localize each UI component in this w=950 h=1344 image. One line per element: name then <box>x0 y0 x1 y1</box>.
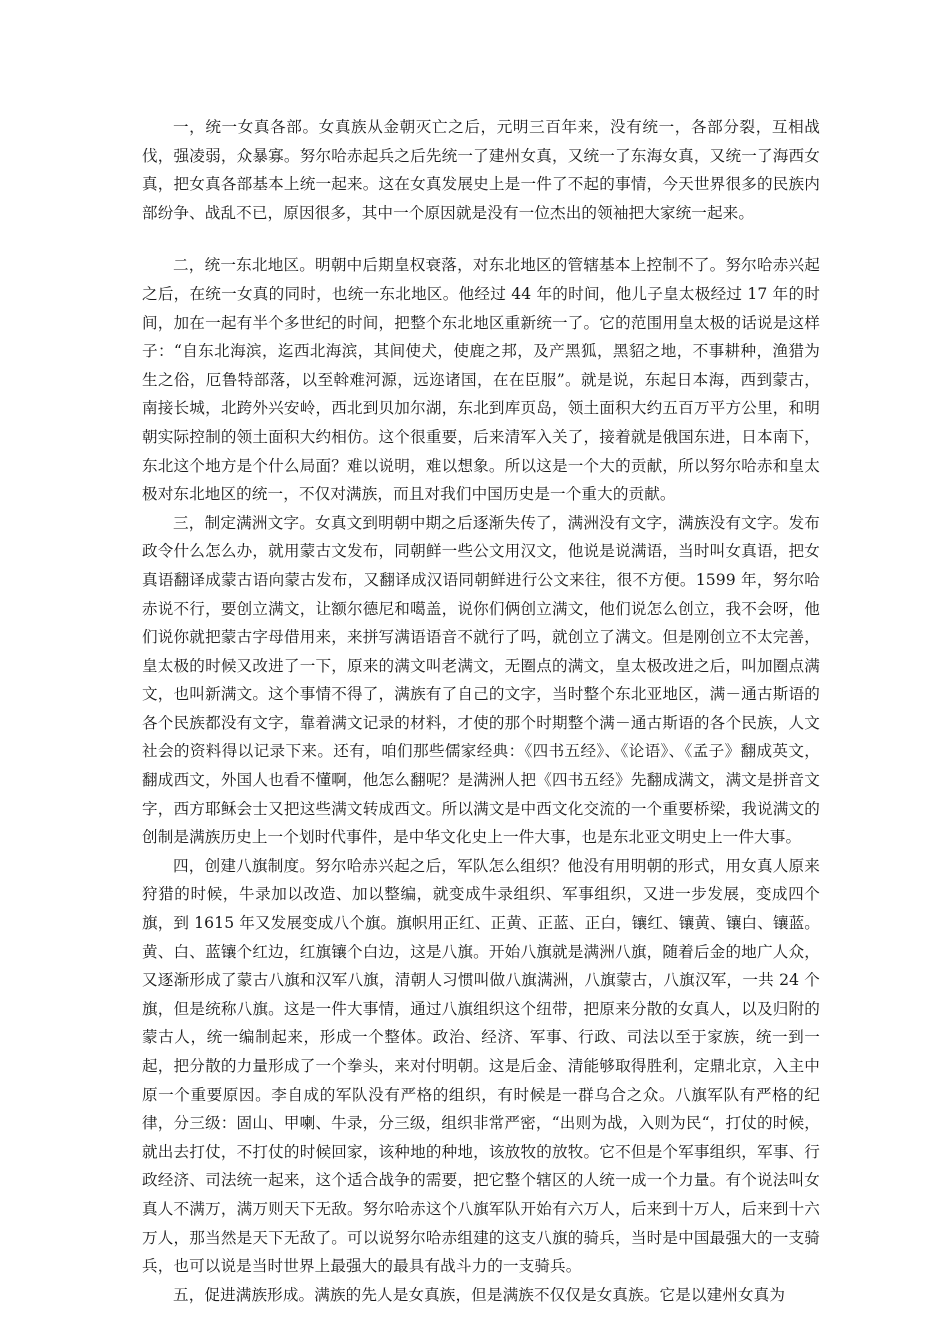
paragraph-manchu-script: 三，制定满洲文字。女真文到明朝中期之后逐渐失传了，满洲没有文字，满族没有文字。发布政令什么怎么办，就用蒙古文发布，同朝鲜一些公文用汉文，他说是说满语，当时叫女真语，把女真语翻译成蒙古语向蒙古发布，又翻译成汉语同朝鲜进行公文来往，很不方便。1599 年，努尔哈赤说不行，要创立满文，让额尔德尼和噶盖，说你们俩创立满文，他们说怎么创立，我不会呀，他们说你就把蒙古字母借用来，来拼写满语语音不就行了吗，就创立了满文。但是刚创立不太完善，皇太极的时候又改进了一下，原来的满文叫老满文，无圈点的满文，皇太极改进之后，叫加圈点满文，也叫新满文。这个事情不得了，满族有了自己的文字，当时整个东北亚地区，满－通古斯语的各个民族都没有文字，靠着满文记录的材料，才使的那个时期整个满－通古斯语的各个民族，人文社会的资料得以记录下来。还有，咱们那些儒家经典：《四书五经》、《论语》、《孟子》翻成英文，翻成西文，外国人也看不懂啊，他怎么翻呢？是满洲人把《四书五经》先翻成满文，满文是拼音文字，西方耶稣会士又把这些满文转成西文。所以满文是中西文化交流的一个重要桥梁，我说满文的创制是满族历史上一个划时代事件，是中华文化史上一件大事，也是东北亚文明史上一件大事。 <box>142 513 820 847</box>
paragraph-unify-jurchen: 一，统一女真各部。女真族从金朝灭亡之后，元明三百年来，没有统一，各部分裂，互相战伐，强凌弱，众暴寡。努尔哈赤起兵之后先统一了建州女真，又统一了东海女真，又统一了海西女真，把女真各部基本上统一起来。这在女真发展史上是一件了不起的事情，今天世界很多的民族内部纷争、战乱不已，原因很多，其中一个原因就是没有一位杰出的领袖把大家统一起来。 <box>142 118 820 222</box>
paragraph-unify-northeast: 二，统一东北地区。明朝中后期皇权衰落，对东北地区的管辖基本上控制不了。努尔哈赤兴起之后，在统一女真的同时，也统一东北地区。他经过 44 年的时间，他儿子皇太极经过 17 年的时间，加在一起有半个多世纪的时间，把整个东北地区重新统一了。它的范围用皇太极的话说是这样子：“自东北海滨，迄西北海滨，其间使犬，使鹿之邦，及产黑狐，黑貂之地，不事耕种，渔猎为生之俗，厄鲁特部落，以至斡难河源，远迩诸国，在在臣服”。就是说，东起日本海，西到蒙古，南接长城，北跨外兴安岭，西北到贝加尔湖，东北到库页岛，领土面积大约五百万平方公里，和明朝实际控制的领土面积大约相仿。这个很重要，后来清军入关了，接着就是俄国东进，日本南下，东北这个地方是个什么局面？难以说明，难以想象。所以这是一个大的贡献，所以努尔哈赤和皇太极对东北地区的统一，不仅对满族，而且对我们中国历史是一个重大的贡献。 <box>142 256 820 504</box>
paragraph-manchu-formation: 五，促进满族形成。满族的先人是女真族，但是满族不仅仅是女真族。它是以建州女真为 <box>173 1285 786 1304</box>
document-body <box>142 113 820 1309</box>
paragraph-eight-banners: 四，创建八旗制度。努尔哈赤兴起之后，军队怎么组织？他没有用明朝的形式，用女真人原来狩猎的时候，牛录加以改造、加以整编，就变成牛录组织、军事组织，又进一步发展，变成四个旗，到 1615 年又发展变成八个旗。旗帜用正红、正黄、正蓝、正白，镶红、镶黄、镶白、镶蓝。黄、白、蓝镶个红边，红旗镶个白边，这是八旗。开始八旗就是满洲八旗，随着后金的地广人众，又逐渐形成了蒙古八旗和汉军八旗，清朝人习惯叫做八旗满洲，八旗蒙古，八旗汉军，一共 24 个旗，但是统称八旗。这是一件大事情，通过八旗组织这个纽带，把原来分散的女真人，以及归附的蒙古人，统一编制起来，形成一个整体。政治、经济、军事、行政、司法以至于家族，统一到一起，把分散的力量形成了一个拳头，来对付明朝。这是后金、清能够取得胜利，定鼎北京，入主中原一个重要原因。李自成的军队没有严格的组织，有时候是一群乌合之众。八旗军队有严格的纪律，分三级：固山、甲喇、牛录，分三级，组织非常严密，“出则为战，入则为民“，打仗的时候，就出去打仗，不打仗的时候回家，该种地的种地，该放牧的放牧。它不但是个军事组织，军事、行政经济、司法统一起来，这个适合战争的需要，把它整个辖区的人统一成一个力量。有个说法叫女真人不满万，满万则天下无敌。努尔哈赤这个八旗军队开始有六万人，后来到十万人，后来到十六万人，那当然是天下无敌了。可以说努尔哈赤组建的这支八旗的骑兵，当时是中国最强大的一支骑兵，也可以说是当时世界上最强大的最具有战斗力的一支骑兵。 <box>142 856 820 1276</box>
